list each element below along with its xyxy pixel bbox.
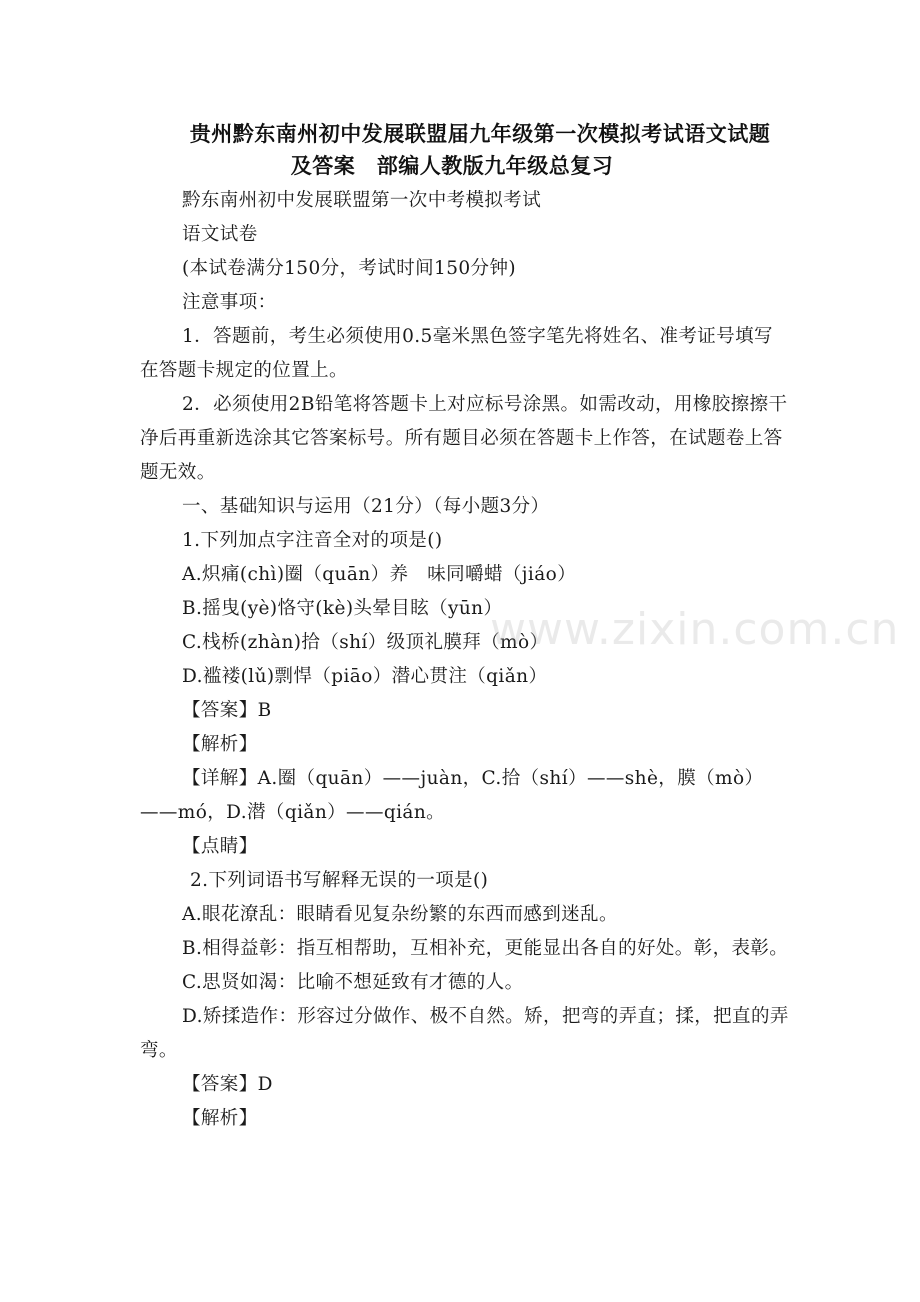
- q2-answer: 【答案】D: [182, 1074, 273, 1095]
- q1-note-label: 【点睛】: [182, 836, 258, 857]
- q1-option-b: B.摇曳(yè)恪守(kè)头晕目眩（yūn）: [182, 598, 503, 619]
- notice-item-1: 1．答题前，考生必须使用0.5毫米黑色签字笔先将姓名、准考证号填写在答题卡规定的位置上。: [140, 326, 773, 381]
- q1-option-a: A.炽痛(chì)圈（quān）养 味同嚼蜡（jiáo）: [182, 564, 577, 585]
- q2-analysis-label: 【解析】: [182, 1108, 258, 1129]
- watermark: www.zixin.com.cn: [490, 604, 900, 655]
- notice-heading: 注意事项：: [182, 292, 277, 313]
- doc-title-line1: 贵州黔东南州初中发展联盟届九年级第一次模拟考试语文试题: [189, 122, 771, 146]
- q1-answer: 【答案】B: [182, 700, 272, 721]
- question-1: 1.下列加点字注音全对的项是(): [182, 530, 443, 551]
- exam-name: 黔东南州初中发展联盟第一次中考模拟考试: [182, 190, 542, 211]
- q2-option-c: C.思贤如渴：比喻不想延致有才德的人。: [182, 972, 524, 993]
- doc-body: [140, 184, 790, 1136]
- q1-option-d: D.褴褛(lǔ)剽悍（piāo）潜心贯注（qiǎn）: [182, 666, 548, 687]
- q1-detail: 【详解】A.圈（quān）——juàn，C.拾（shí）——shè，膜（mò）——mó，D.潜（qiǎn）——qián。: [140, 768, 764, 823]
- section-heading: 一、基础知识与运用（21分）（每小题3分）: [182, 496, 550, 517]
- q2-option-a: A.眼花潦乱：眼睛看见复杂纷繁的东西而感到迷乱。: [182, 904, 618, 925]
- exam-info: (本试卷满分150分，考试时间150分钟): [182, 258, 516, 279]
- q1-analysis-label: 【解析】: [182, 734, 258, 755]
- paper-name: 语文试卷: [182, 224, 258, 245]
- doc-title-line2: 及答案 部编人教版九年级总复习: [290, 154, 614, 178]
- q2-option-d: D.矫揉造作：形容过分做作、极不自然。矫，把弯的弄直；揉，把直的弄弯。: [140, 1006, 789, 1061]
- notice-item-2: 2．必须使用2B铅笔将答题卡上对应标号涂黑。如需改动，用橡胶擦擦干净后再重新选涂其它答案标号。所有题目必须在答题卡上作答，在试题卷上答题无效。: [140, 394, 788, 483]
- question-2: 2.下列词语书写解释无误的一项是(): [190, 870, 489, 891]
- q1-option-c: C.栈桥(zhàn)拾（shí）级顶礼膜拜（mò）: [182, 632, 549, 653]
- q2-option-b: B.相得益彰：指互相帮助，互相补充，更能显出各自的好处。彰，表彰。: [182, 938, 789, 959]
